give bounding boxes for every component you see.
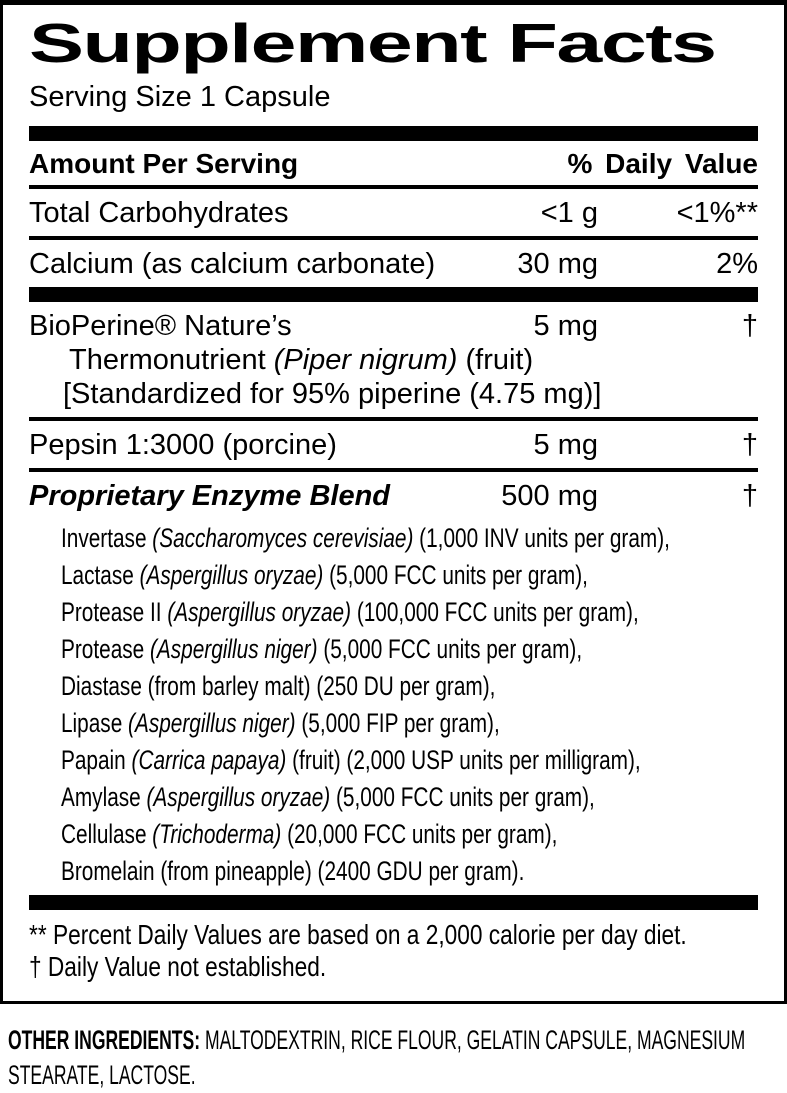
footnote-daily-values: ** Percent Daily Values are based on a 2,000 calorie per day diet. <box>29 919 687 950</box>
enzyme-list <box>29 519 758 895</box>
enzyme-item-invertase: Invertase (Saccharomyces cerevisiae) (1,000 INV units per gram), <box>61 523 670 553</box>
enzyme-item-lactase: Lactase (Aspergillus oryzae) (5,000 FCC units per gram), <box>61 560 588 590</box>
nutrient-daily-value: 2% <box>716 248 758 280</box>
nutrient-name: Proprietary Enzyme Blend <box>29 480 390 512</box>
bioperine-line3: [Standardized for 95% piperine (4.75 mg)] <box>63 378 602 410</box>
nutrient-row-calcium <box>29 240 758 287</box>
nutrient-amount: 5 mg <box>533 429 598 461</box>
nutrient-name: Calcium (as calcium carbonate) <box>29 248 436 280</box>
table-header <box>29 141 758 185</box>
panel-title <box>29 12 758 74</box>
divider-thick-bottom <box>29 895 758 910</box>
nutrient-amount: 5 mg <box>533 310 598 342</box>
nutrient-daily-value: † <box>741 310 758 342</box>
bioperine-line2: Thermonutrient (Piper nigrum) (fruit) <box>69 344 534 376</box>
nutrient-row-pepsin <box>29 421 758 468</box>
nutrient-row-bioperine <box>29 302 758 417</box>
enzyme-item-lipase: Lipase (Aspergillus niger) (5,000 FIP per gram), <box>61 708 500 738</box>
nutrient-daily-value: † <box>741 480 758 512</box>
enzyme-item-cellulase: Cellulase (Trichoderma) (20,000 FCC units per gram), <box>61 819 558 849</box>
nutrient-amount: 30 mg <box>517 248 598 280</box>
enzyme-item-protease: Protease (Aspergillus niger) (5,000 FCC units per gram), <box>61 634 583 664</box>
enzyme-item-papain: Papain (Carrica papaya) (fruit) (2,000 USP units per milligram), <box>61 745 641 775</box>
bioperine-line1: BioPerine® Nature’s <box>29 310 292 342</box>
panel-title-text: Supplement Facts <box>29 12 716 74</box>
enzyme-item-diastase: Diastase (from barley malt) (250 DU per gram), <box>61 671 496 701</box>
nutrient-row-total-carbohydrates <box>29 189 758 236</box>
enzyme-item-amylase: Amylase (Aspergillus oryzae) (5,000 FCC units per gram), <box>61 782 595 812</box>
footnote-dagger: † Daily Value not established. <box>29 951 327 982</box>
amount-per-serving-label: Amount Per Serving <box>29 148 299 179</box>
nutrient-amount: 500 mg <box>501 480 598 512</box>
divider-thick-top <box>29 126 758 141</box>
nutrient-name: Total Carbohydrates <box>29 197 289 229</box>
other-ingredients <box>8 1023 756 1093</box>
serving-size: Serving Size 1 Capsule <box>29 81 331 113</box>
daily-value-label: % Daily Value <box>567 148 758 179</box>
other-ingredients-text: MALTODEXTRIN, RICE FLOUR, GELATIN CAPSULE, MAGNESIUM STEARATE, LACTOSE. <box>8 1025 746 1090</box>
enzyme-item-protease-ii: Protease II (Aspergillus oryzae) (100,000 FCC units per gram), <box>61 597 639 627</box>
nutrient-row-enzyme-blend <box>29 472 758 519</box>
nutrient-daily-value: † <box>741 429 758 461</box>
footnotes <box>29 910 758 992</box>
nutrient-daily-value: <1%** <box>676 197 758 229</box>
nutrient-name: Pepsin 1:3000 (porcine) <box>29 429 337 461</box>
divider-thick-middle <box>29 287 758 302</box>
other-ingredients-label: OTHER INGREDIENTS: <box>8 1025 201 1055</box>
nutrient-amount: <1 g <box>540 197 598 229</box>
enzyme-item-bromelain: Bromelain (from pineapple) (2400 GDU per gram). <box>61 856 525 886</box>
